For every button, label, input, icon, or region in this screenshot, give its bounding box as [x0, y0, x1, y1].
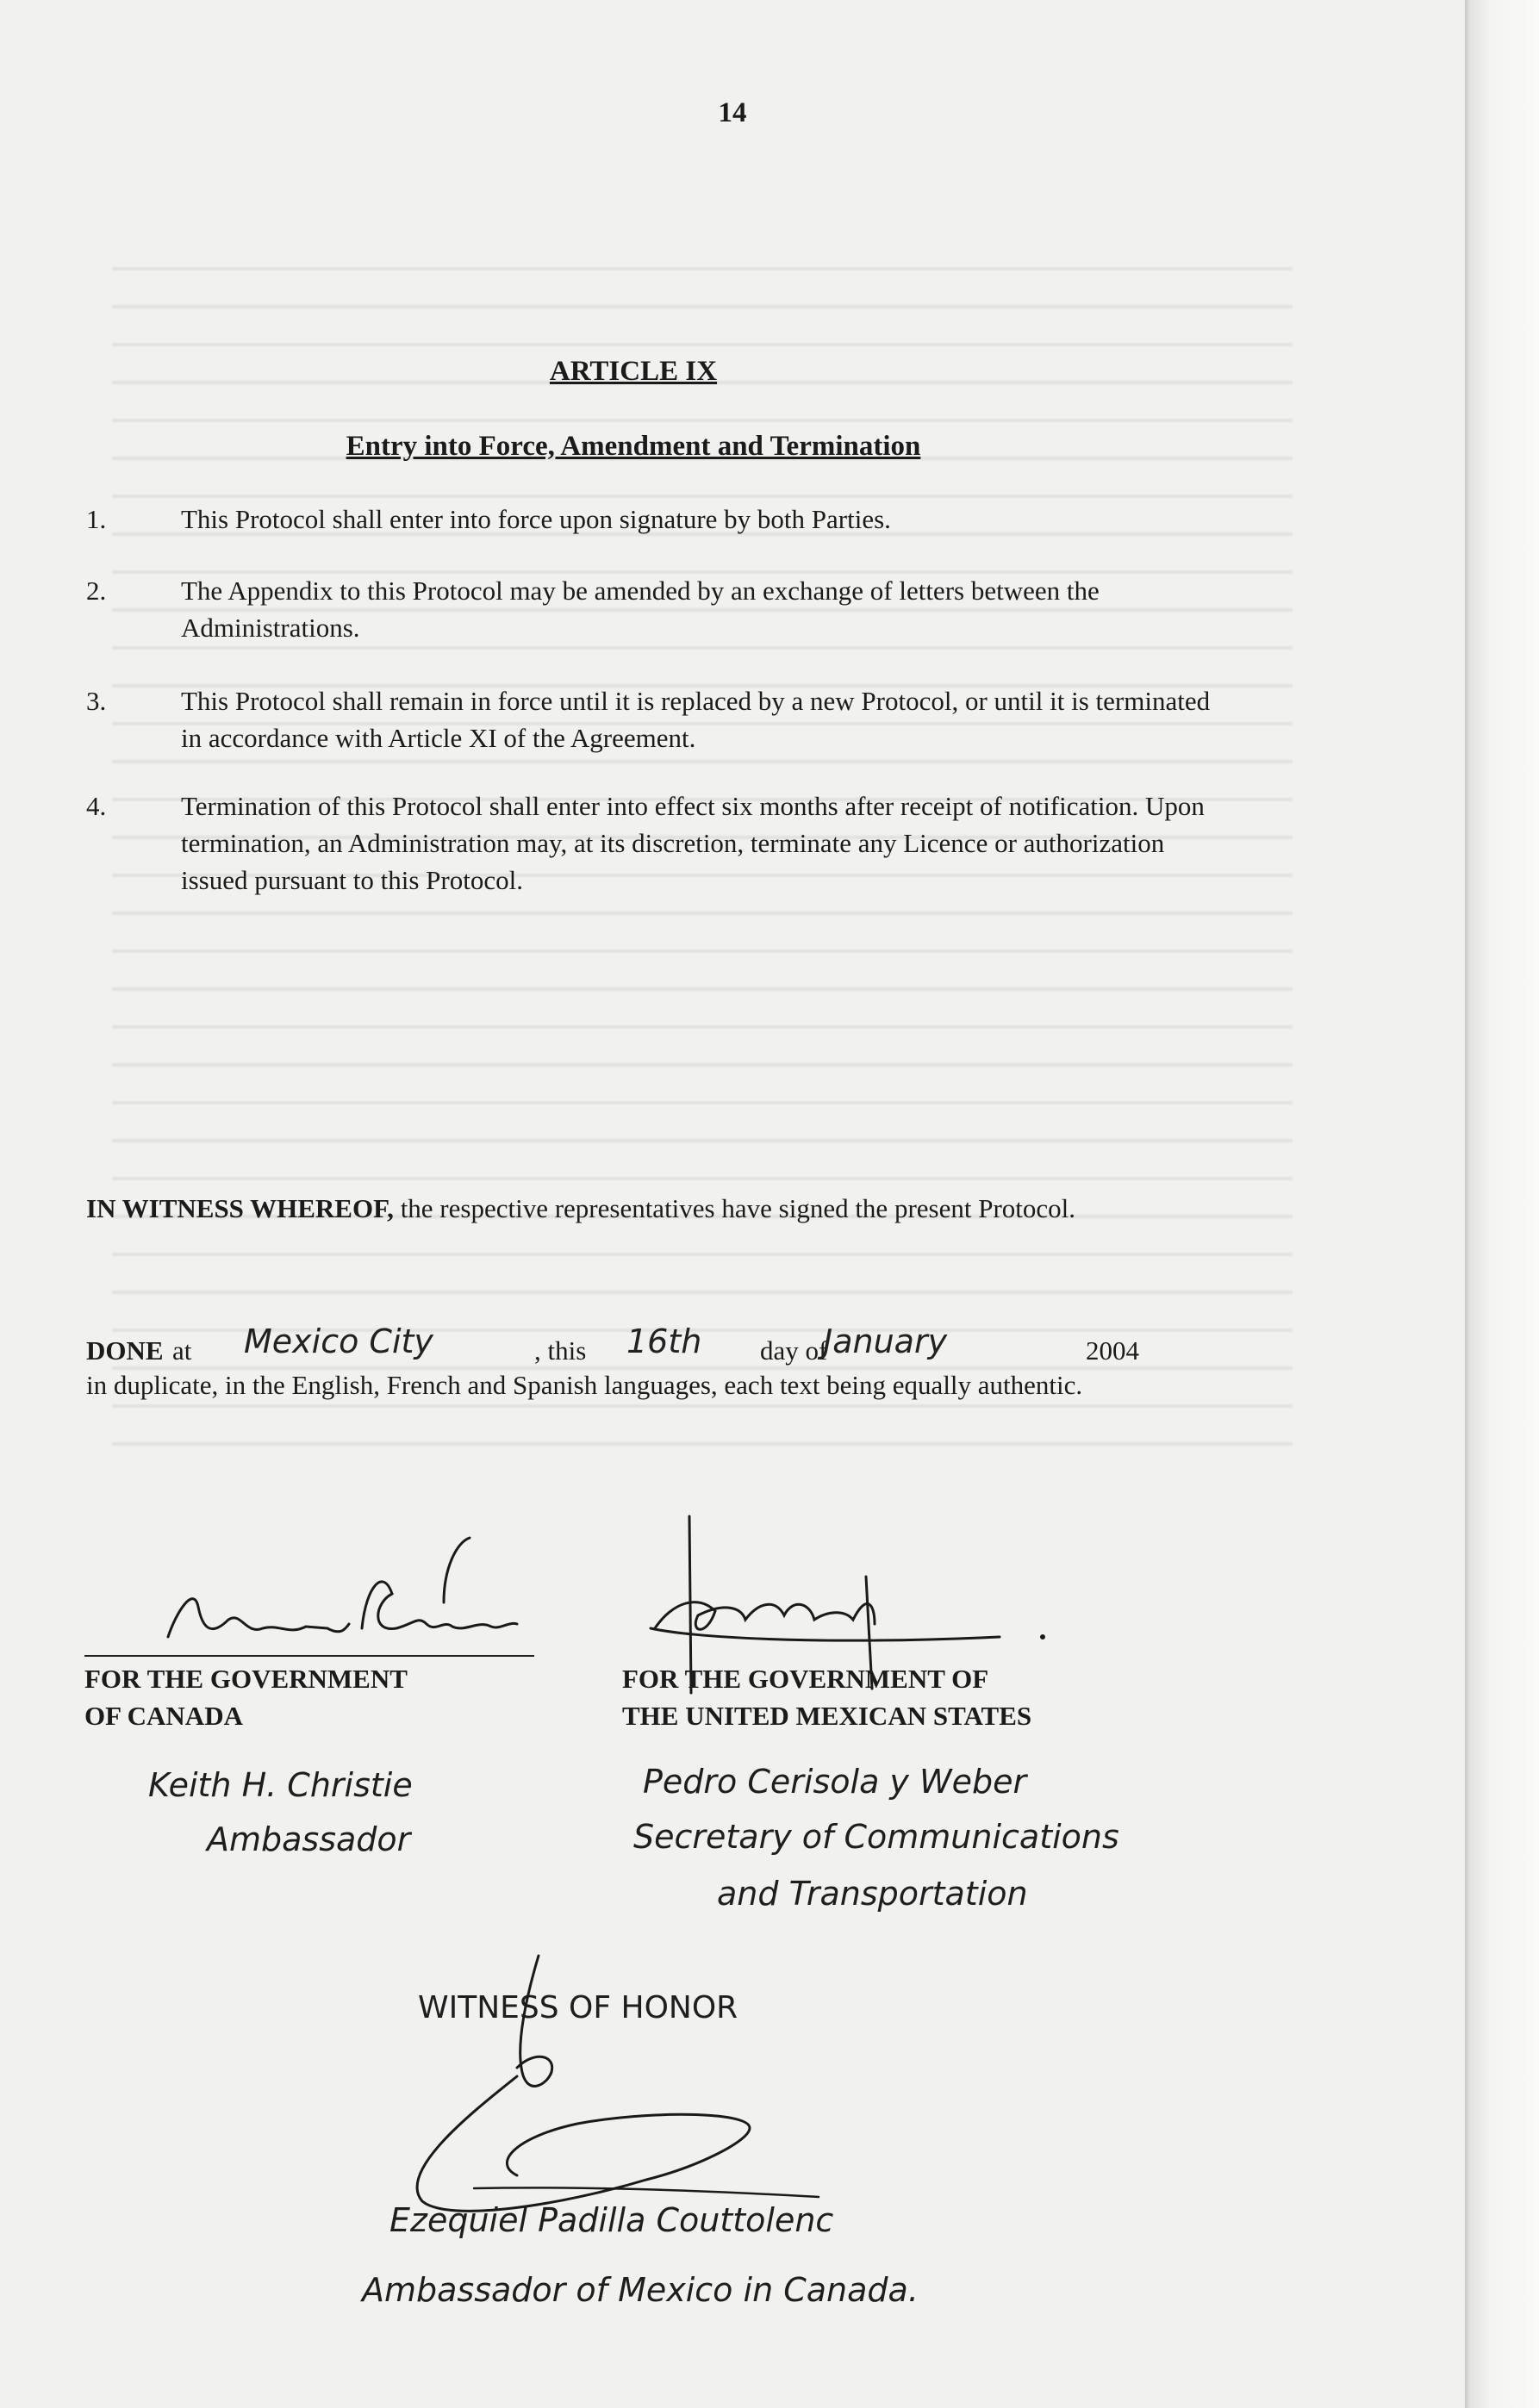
clause-text: This Protocol shall remain in force until it is replaced by a new Protocol, or until it is terminated in accordance with Article XI of the Agreement.	[181, 686, 1211, 753]
clause-1	[86, 501, 1232, 538]
witness-rest: the respective representatives have signed the present Protocol.	[393, 1193, 1076, 1223]
mexico-gov-line1: FOR THE GOVERNMENT OF	[622, 1664, 989, 1694]
done-label: DONE	[86, 1335, 164, 1366]
article-title: ARTICLE IX	[549, 356, 718, 387]
mexico-signatory-name: Pedro Cerisola y Weber	[643, 1763, 1027, 1801]
done-at: at	[172, 1335, 192, 1366]
clause-number: 1.	[86, 504, 107, 534]
clause-number: 2.	[86, 576, 107, 606]
mexico-signatory-title-line2: and Transportation	[717, 1875, 1028, 1913]
witness-bold: IN WITNESS WHEREOF,	[86, 1193, 394, 1223]
honor-witness-heading: WITNESS OF HONOR	[418, 1990, 738, 2025]
honor-witness-title: Ambassador of Mexico in Canada.	[362, 2271, 919, 2309]
honor-witness-name: Ezequiel Padilla Couttolenc	[389, 2201, 834, 2239]
done-year: 2004	[1086, 1335, 1139, 1366]
done-day: 16th	[626, 1322, 702, 1360]
mexico-government	[622, 1660, 1031, 1734]
article-subtitle: Entry into Force, Amendment and Termination	[346, 431, 921, 462]
done-continuation: in duplicate, in the English, French and Spanish languages, each text being equally authentic.	[86, 1370, 1083, 1400]
canada-government	[84, 1660, 408, 1734]
mexico-signatory-title-line1: Secretary of Communications	[633, 1818, 1119, 1856]
clause-3	[86, 682, 1232, 756]
clause-2	[86, 572, 1232, 646]
clause-4	[86, 787, 1232, 899]
page-edge-shadow	[1465, 0, 1539, 2408]
canada-signature-line	[84, 1655, 534, 1657]
page-number: 14	[718, 97, 747, 128]
clause-text: The Appendix to this Protocol may be amended by an exchange of letters between the Administrations.	[181, 576, 1100, 643]
done-this: , this	[534, 1335, 587, 1366]
canada-signatory-name: Keith H. Christie	[148, 1766, 413, 1804]
clause-number: 4.	[86, 791, 107, 821]
clause-number: 3.	[86, 686, 107, 716]
canada-gov-line2: OF CANADA	[84, 1701, 243, 1731]
done-month: January	[823, 1322, 948, 1360]
done-line	[86, 1323, 1232, 1366]
canada-signature	[159, 1534, 530, 1654]
witness-statement	[86, 1190, 1206, 1227]
canada-gov-line1: FOR THE GOVERNMENT	[84, 1664, 408, 1694]
mexico-gov-line2: THE UNITED MEXICAN STATES	[622, 1701, 1032, 1731]
done-day-of: day of	[760, 1335, 828, 1366]
done-statement	[86, 1323, 1232, 1403]
clause-text: This Protocol shall enter into force upon signature by both Parties.	[181, 504, 891, 534]
honor-witness-signature	[388, 1947, 836, 2223]
canada-signatory-title: Ambassador	[207, 1820, 411, 1858]
done-place: Mexico City	[244, 1322, 433, 1360]
clause-text: Termination of this Protocol shall enter into effect six months after receipt of notification. Upon termination, an Administration may, at its discretion, terminate any Licence or authorization issued pursuant to this Protocol.	[181, 791, 1205, 895]
